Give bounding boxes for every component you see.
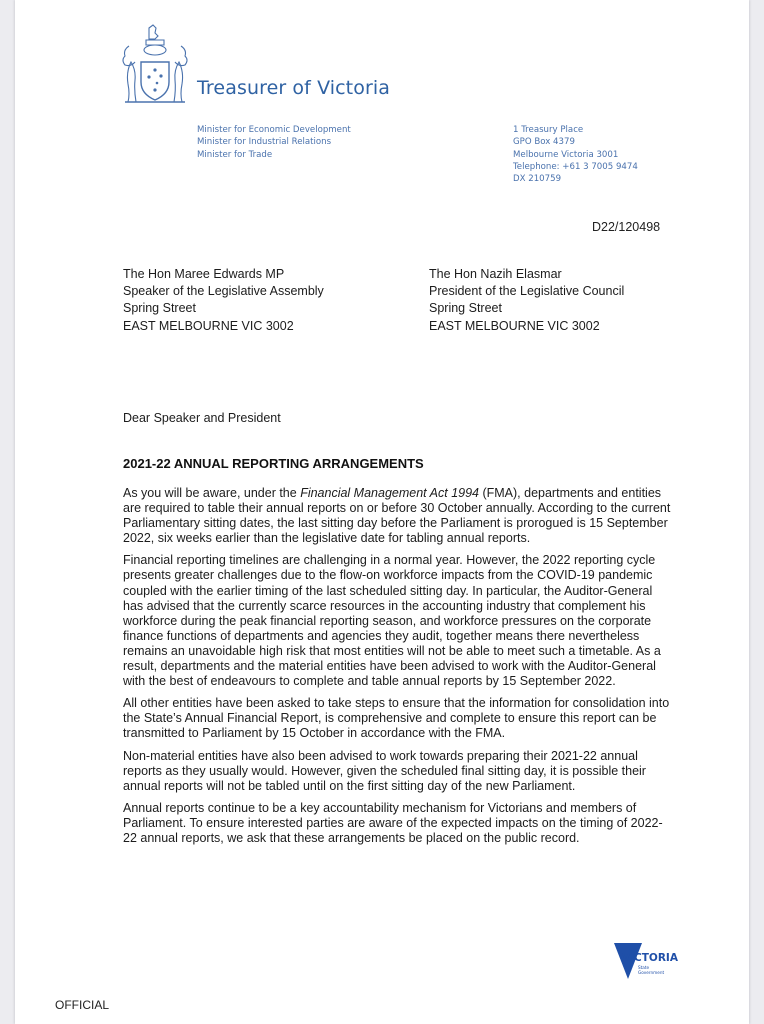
letter-page xyxy=(15,0,749,1024)
recipient-president xyxy=(429,266,624,335)
minister-portfolios xyxy=(197,124,351,161)
address-line: DX 210759 xyxy=(513,174,562,185)
logo-wordmark: VICTORIA xyxy=(622,952,678,964)
paragraph-4: Non-material entities have also been advised to work towards preparing their 2021-22 annual reports as they usually would. However, given the scheduled final sitting day, it is possible their annual reports will not be tabled until on the first sitting day of the new Parliament. xyxy=(123,748,646,793)
svg-text:Government: Government xyxy=(638,970,665,975)
recipient-line: President of the Legislative Council xyxy=(429,284,625,299)
salutation: Dear Speaker and President xyxy=(123,411,281,425)
portfolio-line: Minister for Trade xyxy=(197,149,273,160)
sender-address xyxy=(513,124,638,185)
letter-heading: 2021-22 ANNUAL REPORTING ARRANGEMENTS xyxy=(123,456,424,471)
recipient-line: EAST MELBOURNE VIC 3002 xyxy=(429,318,600,333)
paragraph-3: All other entities have been asked to take steps to ensure that the information for consolidation into the State’s Annual Financial Report, is comprehensive and complete to ensure this report can be transmitted to Parliament by 15 October in accordance with the FMA. xyxy=(123,696,670,741)
victoria-state-government-logo-icon xyxy=(612,941,682,981)
address-line: Melbourne Victoria 3001 xyxy=(513,149,619,160)
reference-number: D22/120498 xyxy=(592,220,661,234)
recipient-line: EAST MELBOURNE VIC 3002 xyxy=(123,318,294,333)
coat-of-arms-icon xyxy=(119,24,191,106)
address-line: GPO Box 4379 xyxy=(513,137,575,148)
svg-text:State: State xyxy=(638,965,650,970)
recipient-line: The Hon Nazih Elasmar xyxy=(429,267,562,281)
recipient-line: Spring Street xyxy=(123,301,196,316)
org-title: Treasurer of Victoria xyxy=(197,77,390,99)
recipient-speaker xyxy=(123,266,324,335)
classification-label: OFFICIAL xyxy=(55,998,110,1012)
act-title: Financial Management Act 1994 xyxy=(300,486,479,500)
recipient-line: Speaker of the Legislative Assembly xyxy=(123,284,324,299)
paragraph-1: As you will be aware, under the Financial Management Act 1994 (FMA), departments and entities are required to table their annual reports on or before 30 October annually. According to the current Parliamentary sitting dates, the last sitting day before the Parliament is prorogued is 15 September 2022, six weeks earlier than the legislative date for tabling annual reports. xyxy=(123,486,671,546)
address-line: Telephone: +61 3 7005 9474 xyxy=(513,161,638,172)
portfolio-line: Minister for Economic Development xyxy=(197,125,351,135)
recipient-line: Spring Street xyxy=(429,301,502,316)
recipient-line: The Hon Maree Edwards MP xyxy=(123,267,285,281)
letter-body xyxy=(123,486,673,853)
portfolio-line: Minister for Industrial Relations xyxy=(197,137,332,148)
address-line: 1 Treasury Place xyxy=(513,125,584,135)
paragraph-5: Annual reports continue to be a key accountability mechanism for Victorians and members of Parliament. To ensure interested parties are aware of the expected impacts on the timing of 2022-22 annual reports, we ask that these arrangements be placed on the public record. xyxy=(123,800,663,845)
paragraph-2: Financial reporting timelines are challenging in a normal year. However, the 2022 reporting cycle presents greater challenges due to the flow-on workforce impacts from the COVID-19 pandemic coupled with the earlier timing of the last scheduled sitting day. In particular, the Auditor-General has advised that the currently scarce resources in the accounting industry that complement his workforce during the peak financial reporting season, and workforce pressures on the corporate finance functions of departments and agencies they audit, together means there nevertheless remains an unavoidable high risk that most entities will not be able to meet such a timetable. As a result, departments and the material entities have been advised to work with the Auditor-General with the best of endeavours to complete and table annual reports by 15 September 2022. xyxy=(123,553,661,689)
